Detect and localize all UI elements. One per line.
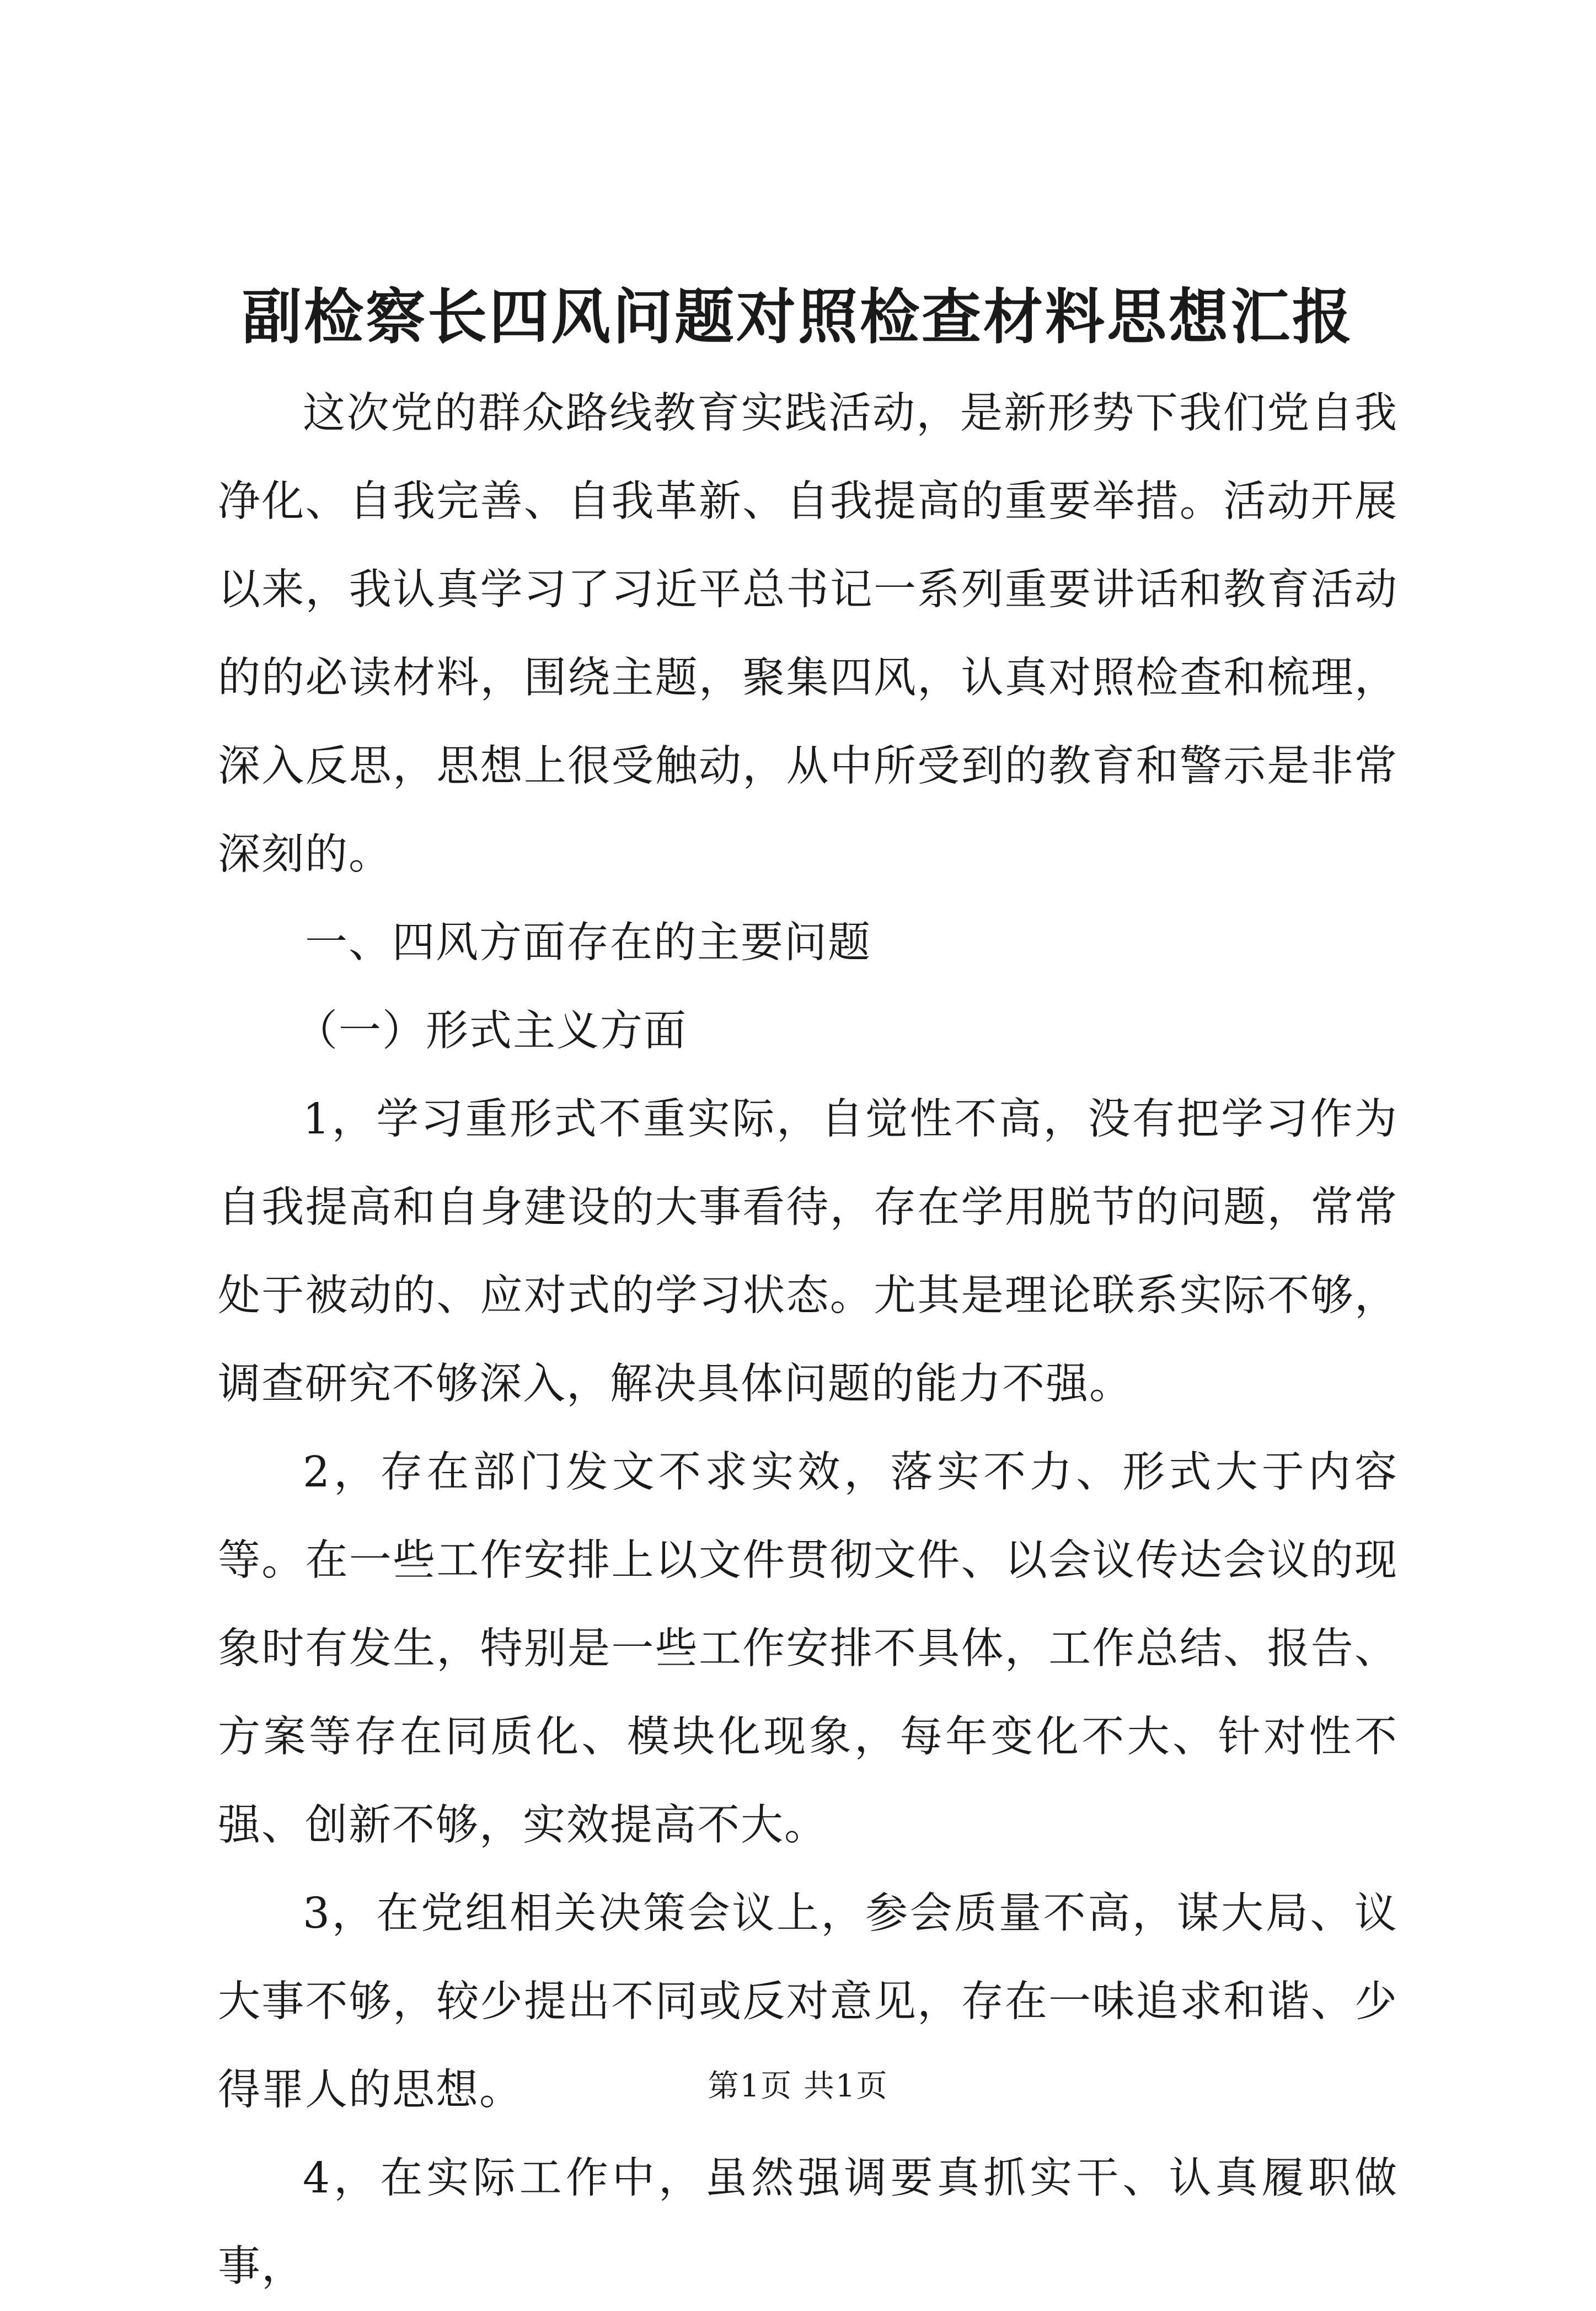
paragraph-item-4: 4，在实际工作中，虽然强调要真抓实干、认真履职做事， [218, 2154, 1398, 2291]
document-body [218, 370, 1398, 2311]
section-heading: 一、四风方面存在的主要问题 [305, 918, 871, 967]
document-title: 副检察长四风问题对照检查材料思想汇报 [242, 282, 1354, 352]
subsection-heading: （一）形式主义方面 [295, 1007, 687, 1056]
paragraph-intro: 这次党的群众路线教育实践活动，是新形势下我们党自我净化、自我完善、自我革新、自我提高的重要举措。活动开展以来，我认真学习了习近平总书记一系列重要讲话和教育活动的的必读材料，围绕主题，聚集四风，认真对照检查和梳理，深入反思，思想上很受触动，从中所受到的教育和警示是非常深刻的。 [218, 389, 1398, 879]
paragraph-item-1: 1，学习重形式不重实际，自觉性不高，没有把学习作为自我提高和自身建设的大事看待，存在学用脱节的问题，常常处于被动的、应对式的学习状态。尤其是理论联系实际不够，调查研究不够深入，解决具体问题的能力不强。 [218, 1095, 1398, 1409]
paragraph-item-3: 3，在党组相关决策会议上，参会质量不高，谋大局、议大事不够，较少提出不同或反对意见，存在一味追求和谐、少得罪人的思想。 [218, 1889, 1398, 2115]
page-footer: 第1页 共1页 [708, 2068, 888, 2104]
paragraph-item-2: 2，存在部门发文不求实效，落实不力、形式大于内容等。在一些工作安排上以文件贯彻文件、以会议传达会议的现象时有发生，特别是一些工作安排不具体，工作总结、报告、方案等存在同质化、模块化现象，每年变化不大、针对性不强、创新不够，实效提高不大。 [218, 1448, 1398, 1850]
